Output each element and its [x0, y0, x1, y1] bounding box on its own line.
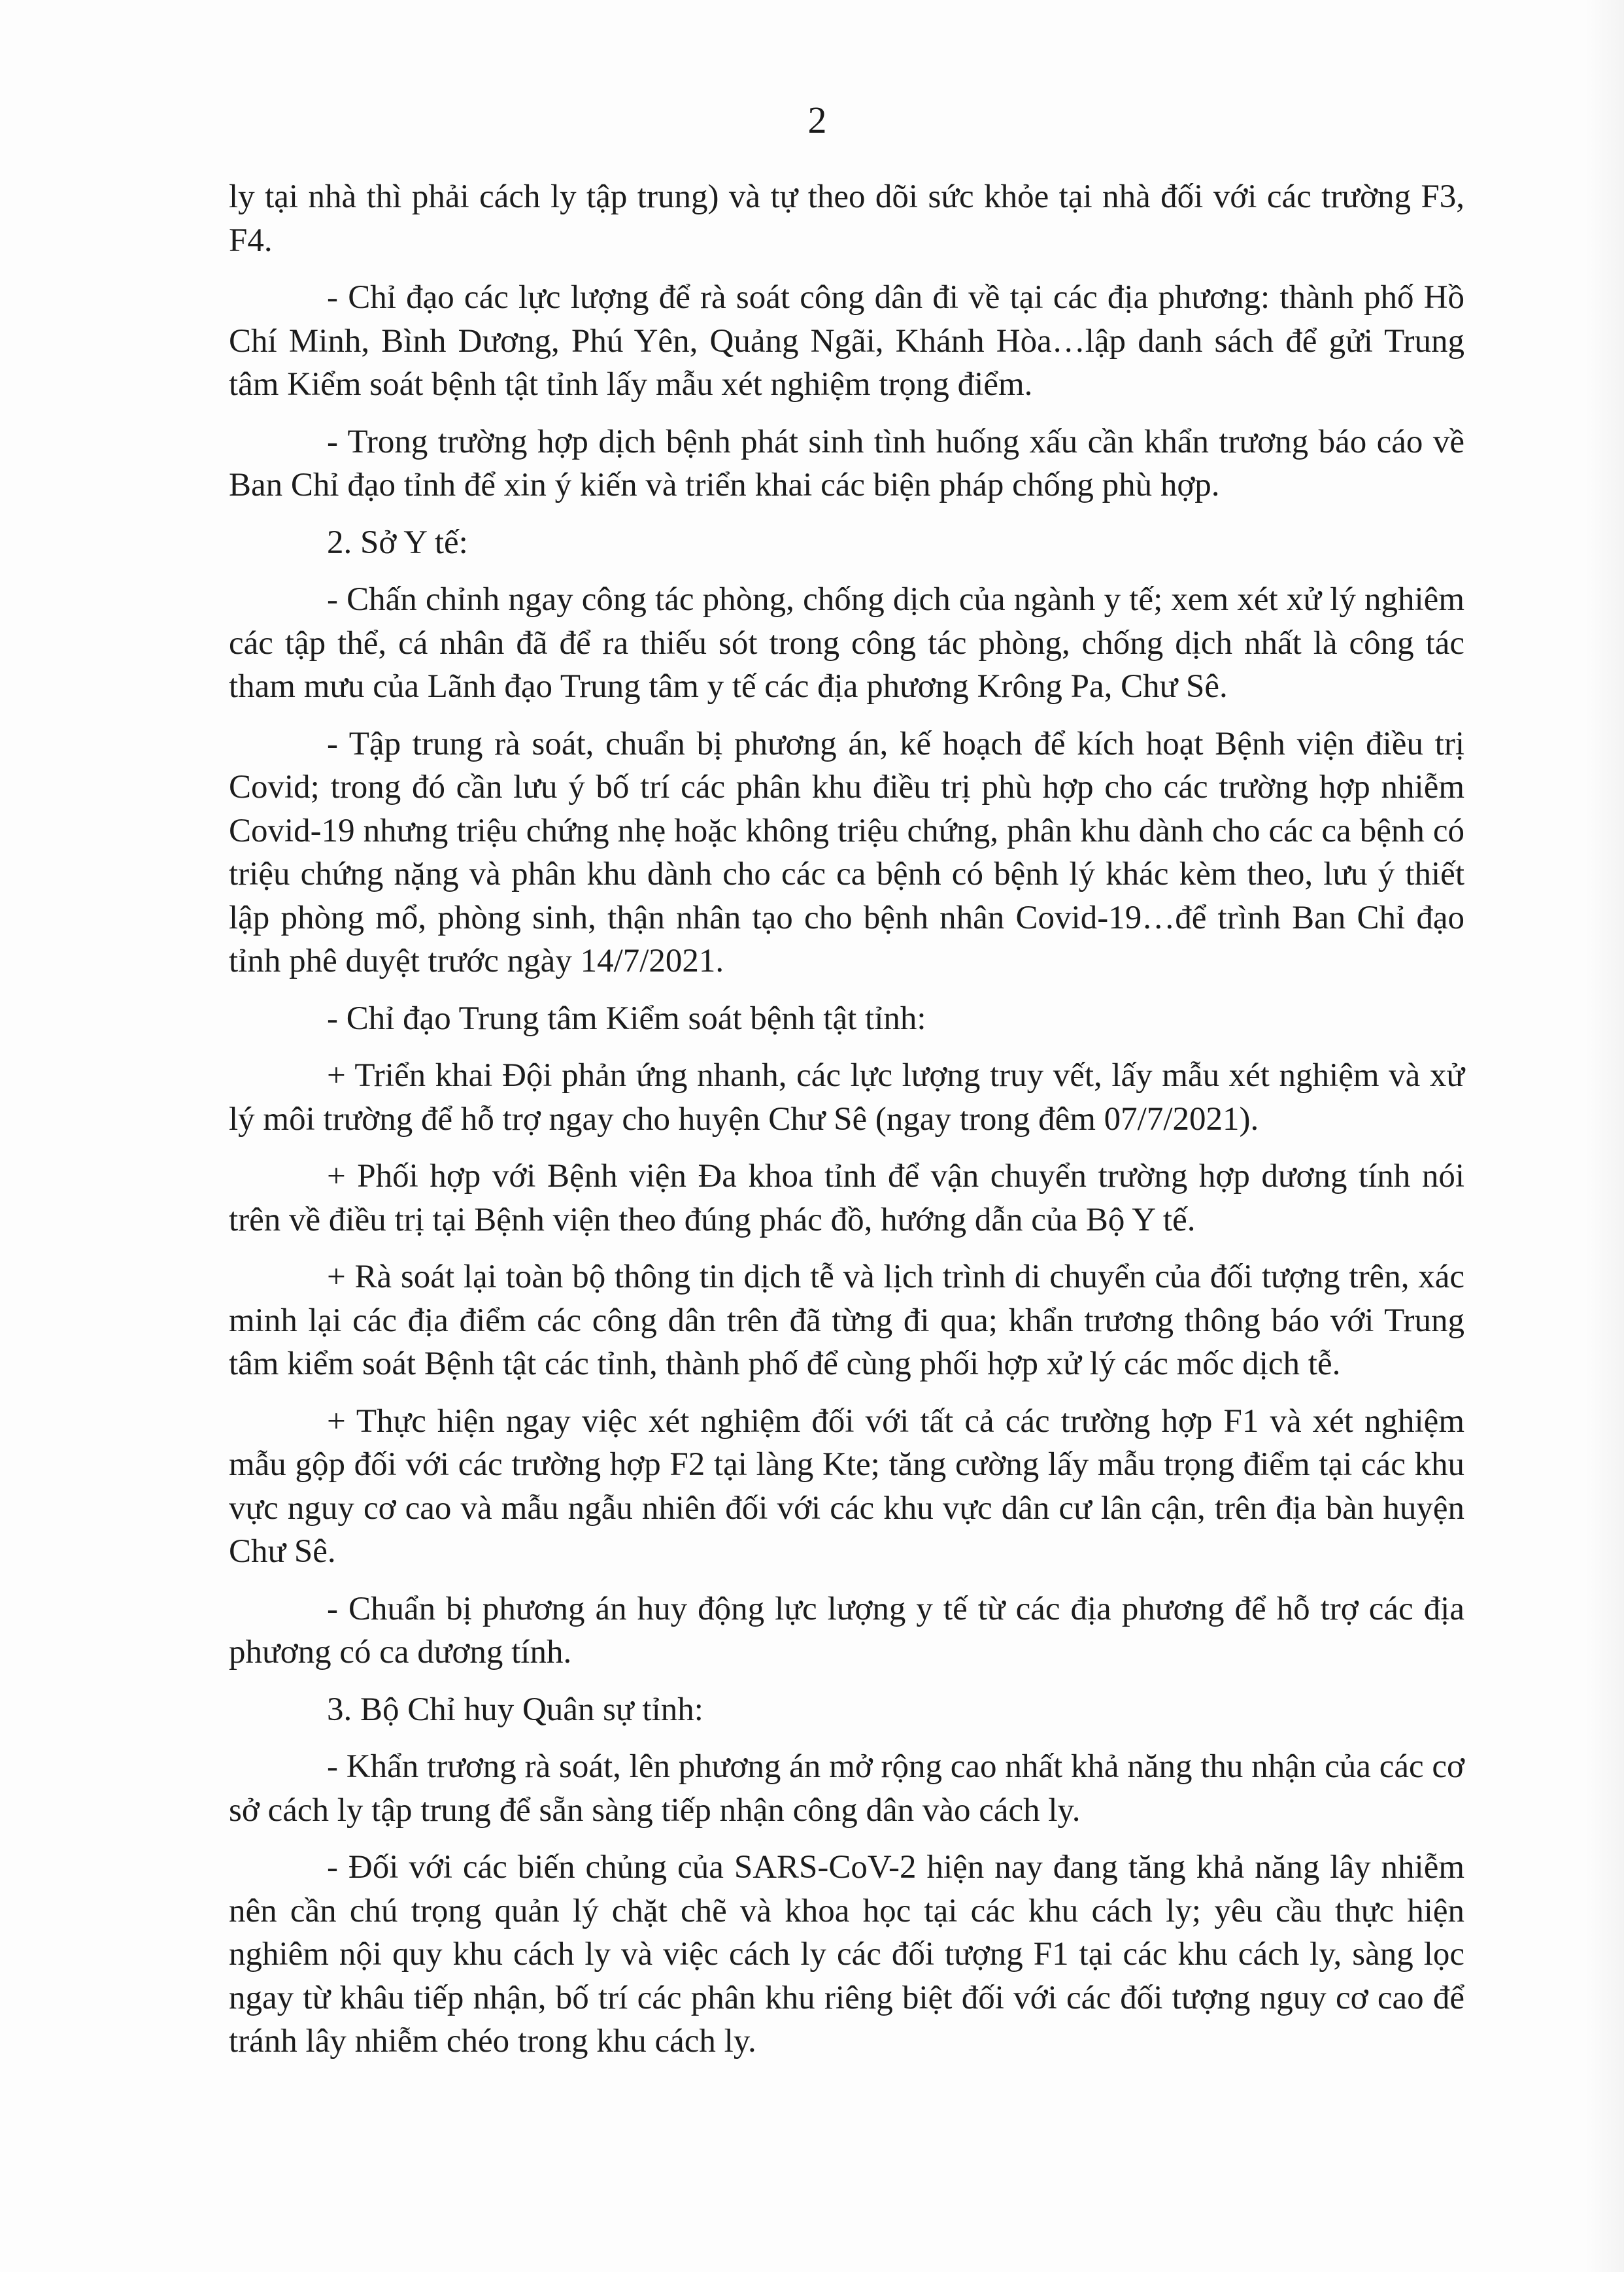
paragraph: - Khẩn trương rà soát, lên phương án mở rộng cao nhất khả năng thu nhận của các cơ sở cách ly tập trung để sẵn sàng tiếp nhận công dân vào cách ly.: [229, 1748, 1464, 1829]
paragraph: + Triển khai Đội phản ứng nhanh, các lực lượng truy vết, lấy mẫu xét nghiệm và xử lý môi trường để hỗ trợ ngay cho huyện Chư Sê (ngay trong đêm 07/7/2021).: [229, 1057, 1464, 1138]
paragraph: - Chỉ đạo Trung tâm Kiểm soát bệnh tật tỉnh:: [327, 1000, 926, 1037]
page-number: 2: [807, 99, 827, 141]
paragraph-continuation: ly tại nhà thì phải cách ly tập trung) và tự theo dõi sức khỏe tại nhà đối với các trường F3, F4.: [229, 178, 1464, 259]
page-edge-shadow: [1585, 0, 1624, 2272]
paragraph: - Trong trường hợp dịch bệnh phát sinh tình huống xấu cần khẩn trương báo cáo về Ban Chỉ đạo tỉnh để xin ý kiến và triển khai các biện pháp chống phù hợp.: [229, 423, 1464, 503]
paragraph: + Phối hợp với Bệnh viện Đa khoa tỉnh để vận chuyển trường hợp dương tính nói trên về điều trị tại Bệnh viện theo đúng phác đồ, hướng dẫn của Bộ Y tế.: [229, 1158, 1464, 1238]
paragraph: - Tập trung rà soát, chuẩn bị phương án, kế hoạch để kích hoạt Bệnh viện điều trị Covid; trong đó cần lưu ý bố trí các phân khu điều trị phù hợp cho các trường hợp nhiễm Covid-19 nhưng triệu chứng nhẹ hoặc không triệu chứng, phân khu dành cho các ca bệnh có triệu chứng nặng và phân khu dành cho các ca bệnh có bệnh lý khác kèm theo, lưu ý thiết lập phòng mổ, phòng sinh, thận nhân tạo cho bệnh nhân Covid-19…để trình Ban Chỉ đạo tỉnh phê duyệt trước ngày 14/7/2021.: [229, 725, 1464, 979]
paragraph: - Đối với các biến chủng của SARS-CoV-2 hiện nay đang tăng khả năng lây nhiễm nên cần chú trọng quản lý chặt chẽ và khoa học tại các khu cách ly; yêu cầu thực hiện nghiêm nội quy khu cách ly và việc cách ly các đối tượng F1 tại các khu cách ly, sàng lọc ngay từ khâu tiếp nhận, bố trí các phân khu riêng biệt đối với các đối tượng nguy cơ cao để tránh lây nhiễm chéo trong khu cách ly.: [229, 1849, 1464, 2060]
paragraph: - Chấn chỉnh ngay công tác phòng, chống dịch của ngành y tế; xem xét xử lý nghiêm các tập thể, cá nhân đã để ra thiếu sót trong công tác phòng, chống dịch nhất là công tác tham mưu của Lãnh đạo Trung tâm y tế các địa phương Krông Pa, Chư Sê.: [229, 581, 1464, 705]
section-heading: 2. Sở Y tế:: [327, 524, 468, 561]
document-body: [229, 175, 1464, 2077]
section-heading: 3. Bộ Chỉ huy Quân sự tỉnh:: [327, 1691, 703, 1728]
paragraph: + Rà soát lại toàn bộ thông tin dịch tễ và lịch trình di chuyển của đối tượng trên, xác minh lại các địa điểm các công dân trên đã từng đi qua; khẩn trương thông báo với Trung tâm kiểm soát Bệnh tật các tỉnh, thành phố để cùng phối hợp xử lý các mốc dịch tễ.: [229, 1259, 1464, 1382]
paragraph: + Thực hiện ngay việc xét nghiệm đối với tất cả các trường hợp F1 và xét nghiệm mẫu gộp đối với các trường hợp F2 tại làng Kte; tăng cường lấy mẫu trọng điểm tại các khu vực nguy cơ cao và mẫu ngẫu nhiên đối với các khu vực dân cư lân cận, trên địa bàn huyện Chư Sê.: [229, 1402, 1464, 1570]
paragraph: - Chuẩn bị phương án huy động lực lượng y tế từ các địa phương để hỗ trợ các địa phương có ca dương tính.: [229, 1590, 1464, 1670]
paragraph: - Chỉ đạo các lực lượng để rà soát công dân đi về tại các địa phương: thành phố Hồ Chí Minh, Bình Dương, Phú Yên, Quảng Ngãi, Khánh Hòa…lập danh sách để gửi Trung tâm Kiểm soát bệnh tật tỉnh lấy mẫu xét nghiệm trọng điểm.: [229, 279, 1464, 403]
